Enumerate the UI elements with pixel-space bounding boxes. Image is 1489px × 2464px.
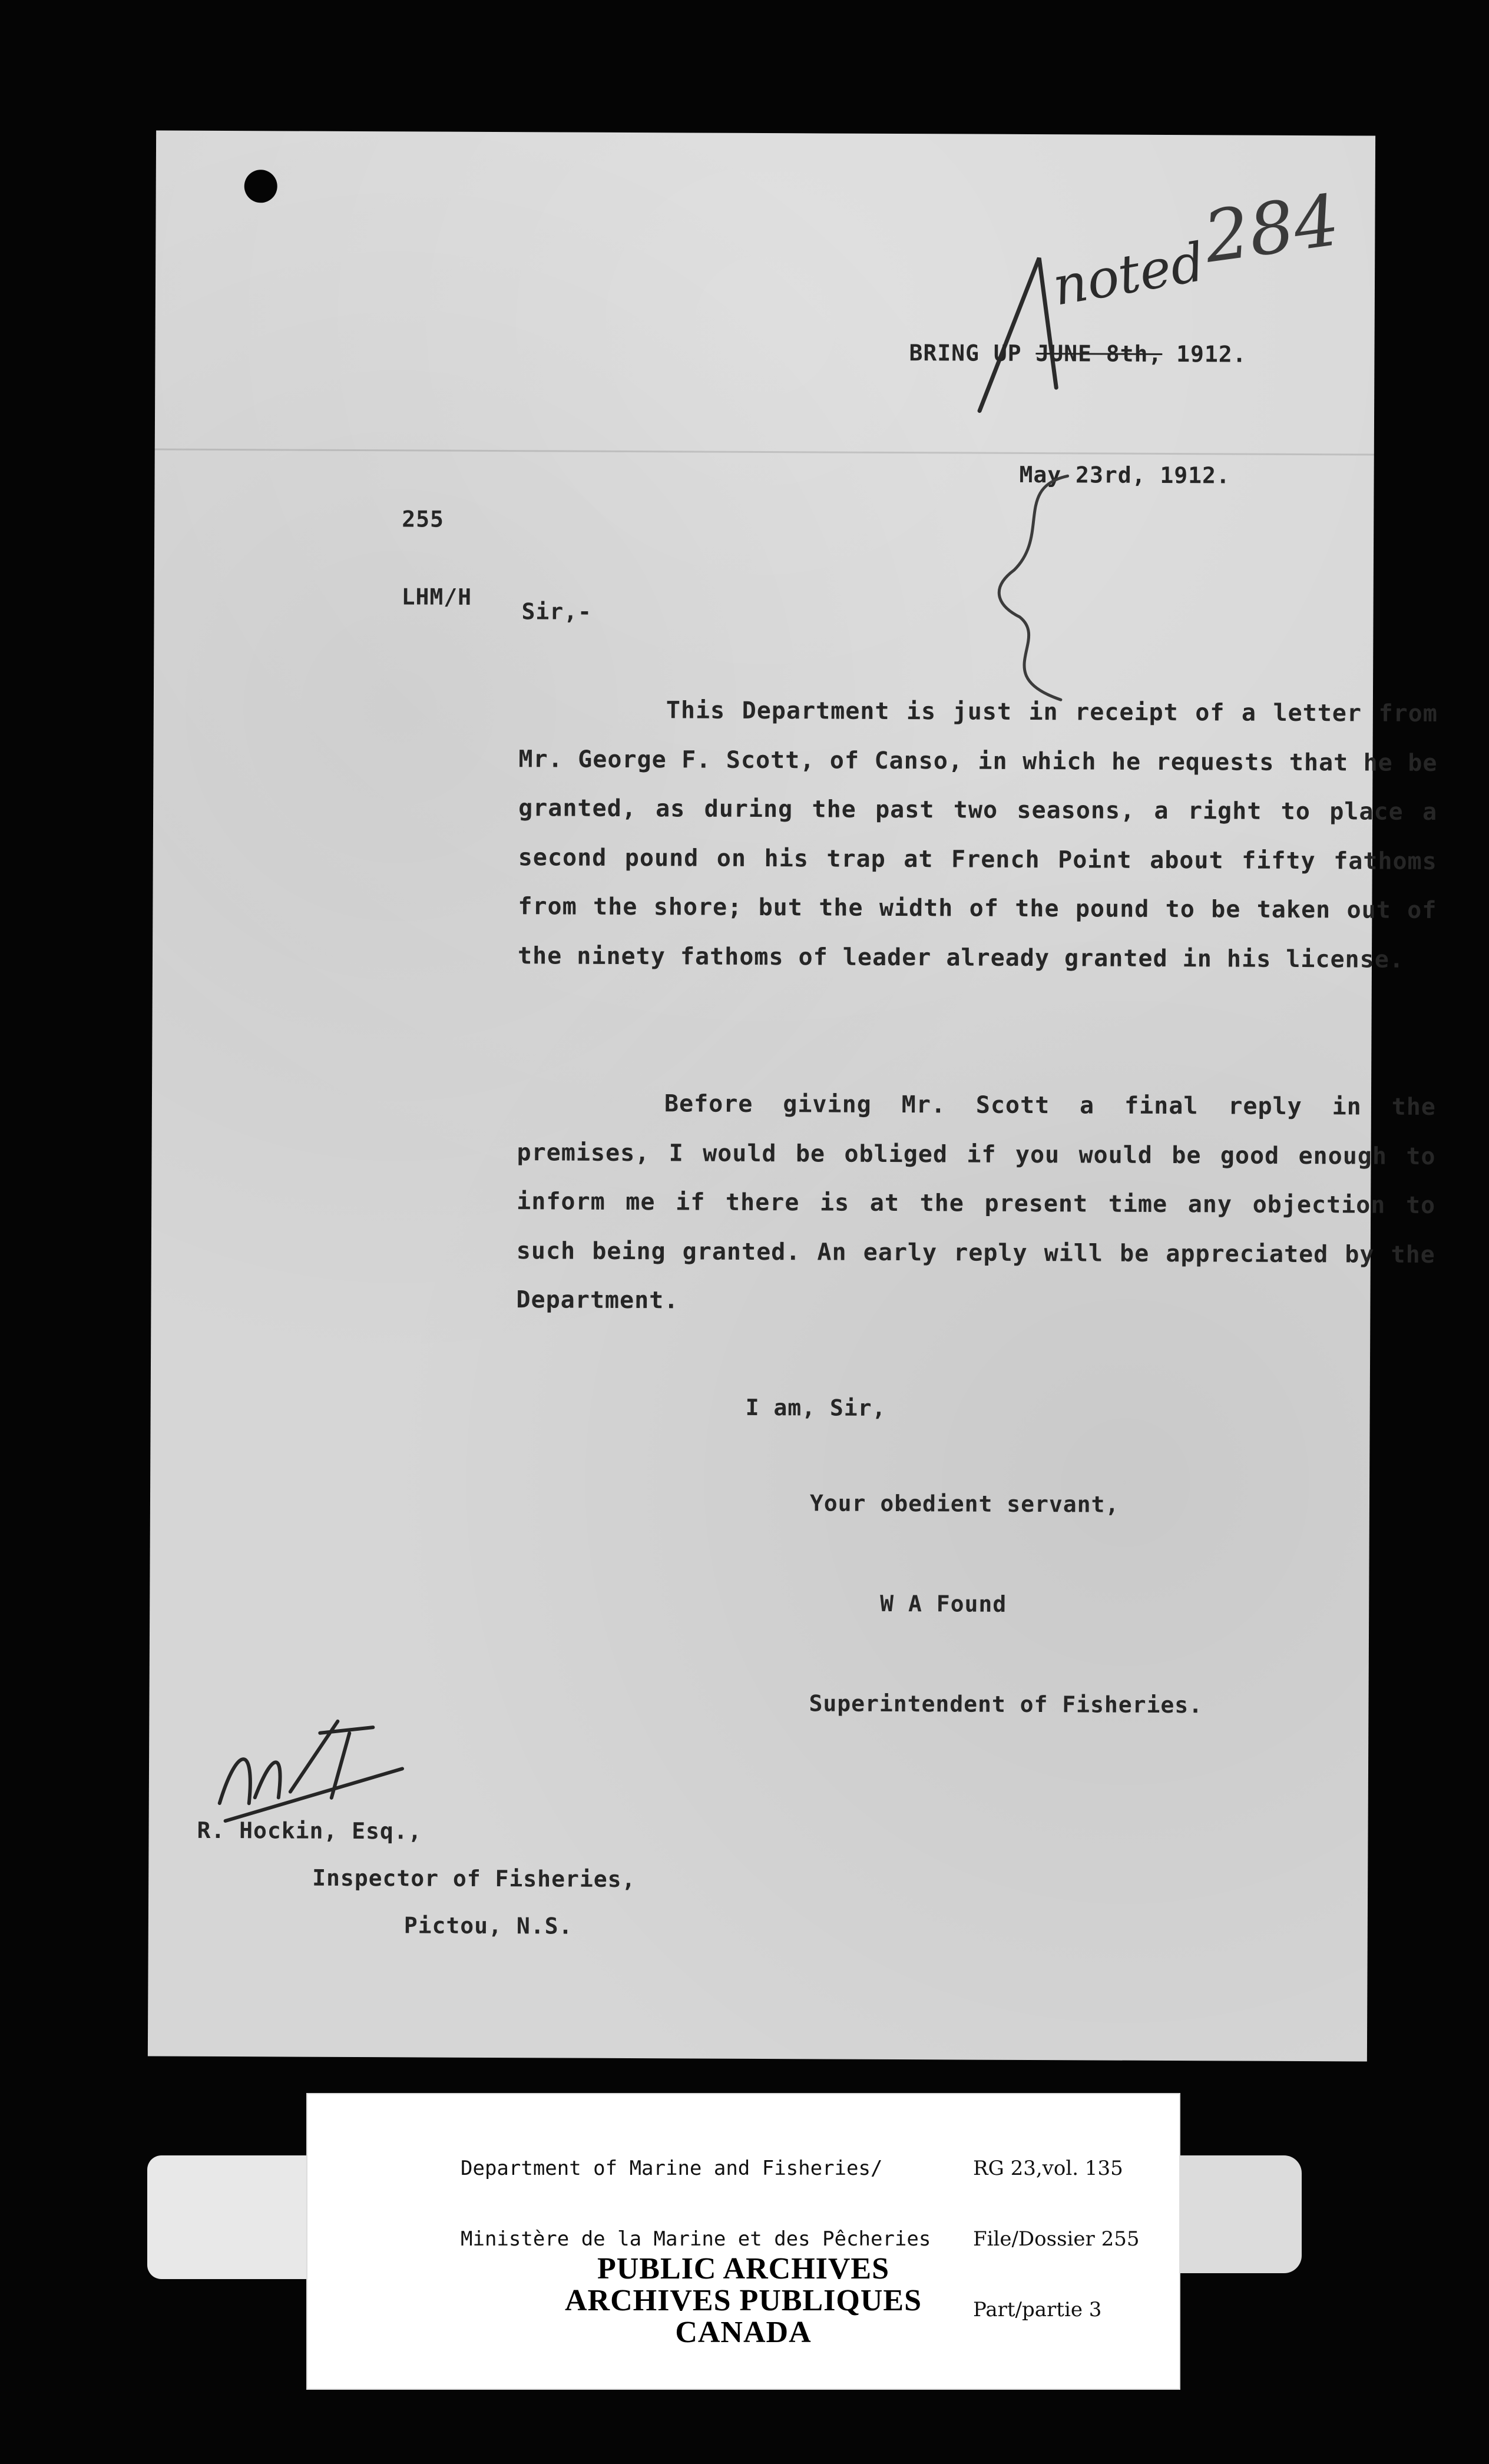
signatory-title: Superintendent of Fisheries. bbox=[809, 1690, 1203, 1718]
reference-volume: RG 23,vol. 135 bbox=[973, 2157, 1123, 2180]
label-mount-right bbox=[1166, 2155, 1302, 2273]
letter-paragraph-1: This Department is just in receipt of a letter from Mr. George F. Scott, of Canso, in which he requests that he be granted, as during the past two seasons, a right to place a second pound on his trap at French Point about fifty fathoms from the shore; but the width of the pound to be taken out of the ninety fathoms of leader already granted in his license. bbox=[517, 697, 1438, 973]
file-ref-initials: LHM/H bbox=[401, 584, 472, 610]
bring-up-year: 1912. bbox=[1162, 340, 1247, 367]
letter-paragraph-2: Before giving Mr. Scott a final reply in the premises, I would be obliged if you would be good enough to inform me if there is at the present time any objection to such being granted. An early reply will be appreciated by the Department. bbox=[516, 1090, 1437, 1314]
handwritten-page-number: 284 bbox=[1199, 179, 1344, 279]
closing-line: I am, Sir, bbox=[745, 1394, 886, 1421]
handwritten-brace-mark bbox=[978, 464, 1097, 712]
label-mount-left bbox=[147, 2155, 324, 2279]
fold-line bbox=[155, 448, 1374, 455]
letter-date: May 23rd, 1912. bbox=[1019, 461, 1230, 489]
stamp-canada: CANADA bbox=[675, 2316, 812, 2349]
addressee-title: Inspector of Fisheries, bbox=[312, 1864, 636, 1893]
file-ref-number: 255 bbox=[402, 506, 445, 532]
reference-file: File/Dossier 255 bbox=[973, 2227, 1140, 2251]
department-english: Department of Marine and Fisheries/ bbox=[461, 2157, 883, 2180]
salutation: Sir,- bbox=[521, 598, 593, 625]
signature-name: W A Found bbox=[880, 1590, 1007, 1617]
department-french: Ministère de la Marine et des Pêcheries bbox=[461, 2227, 931, 2251]
file-reference bbox=[401, 454, 472, 662]
letter-page bbox=[148, 130, 1438, 2061]
bring-up-line bbox=[909, 340, 1246, 367]
bring-up-struck-date: JUNE 8th, bbox=[1035, 340, 1163, 367]
archive-label bbox=[307, 2094, 1179, 2389]
reference-part: Part/partie 3 bbox=[973, 2298, 1102, 2321]
stamp-public-archives: PUBLIC ARCHIVES bbox=[597, 2252, 890, 2286]
punch-hole bbox=[244, 170, 277, 203]
obedient-servant-line: Your obedient servant, bbox=[809, 1490, 1120, 1518]
handwritten-noted-text: noted bbox=[1048, 231, 1210, 318]
bring-up-prefix: BRING UP bbox=[909, 340, 1036, 367]
addressee-name: R. Hockin, Esq., bbox=[197, 1817, 422, 1844]
stamp-archives-publiques: ARCHIVES PUBLIQUES bbox=[564, 2284, 922, 2317]
addressee-location: Pictou, N.S. bbox=[403, 1912, 573, 1939]
